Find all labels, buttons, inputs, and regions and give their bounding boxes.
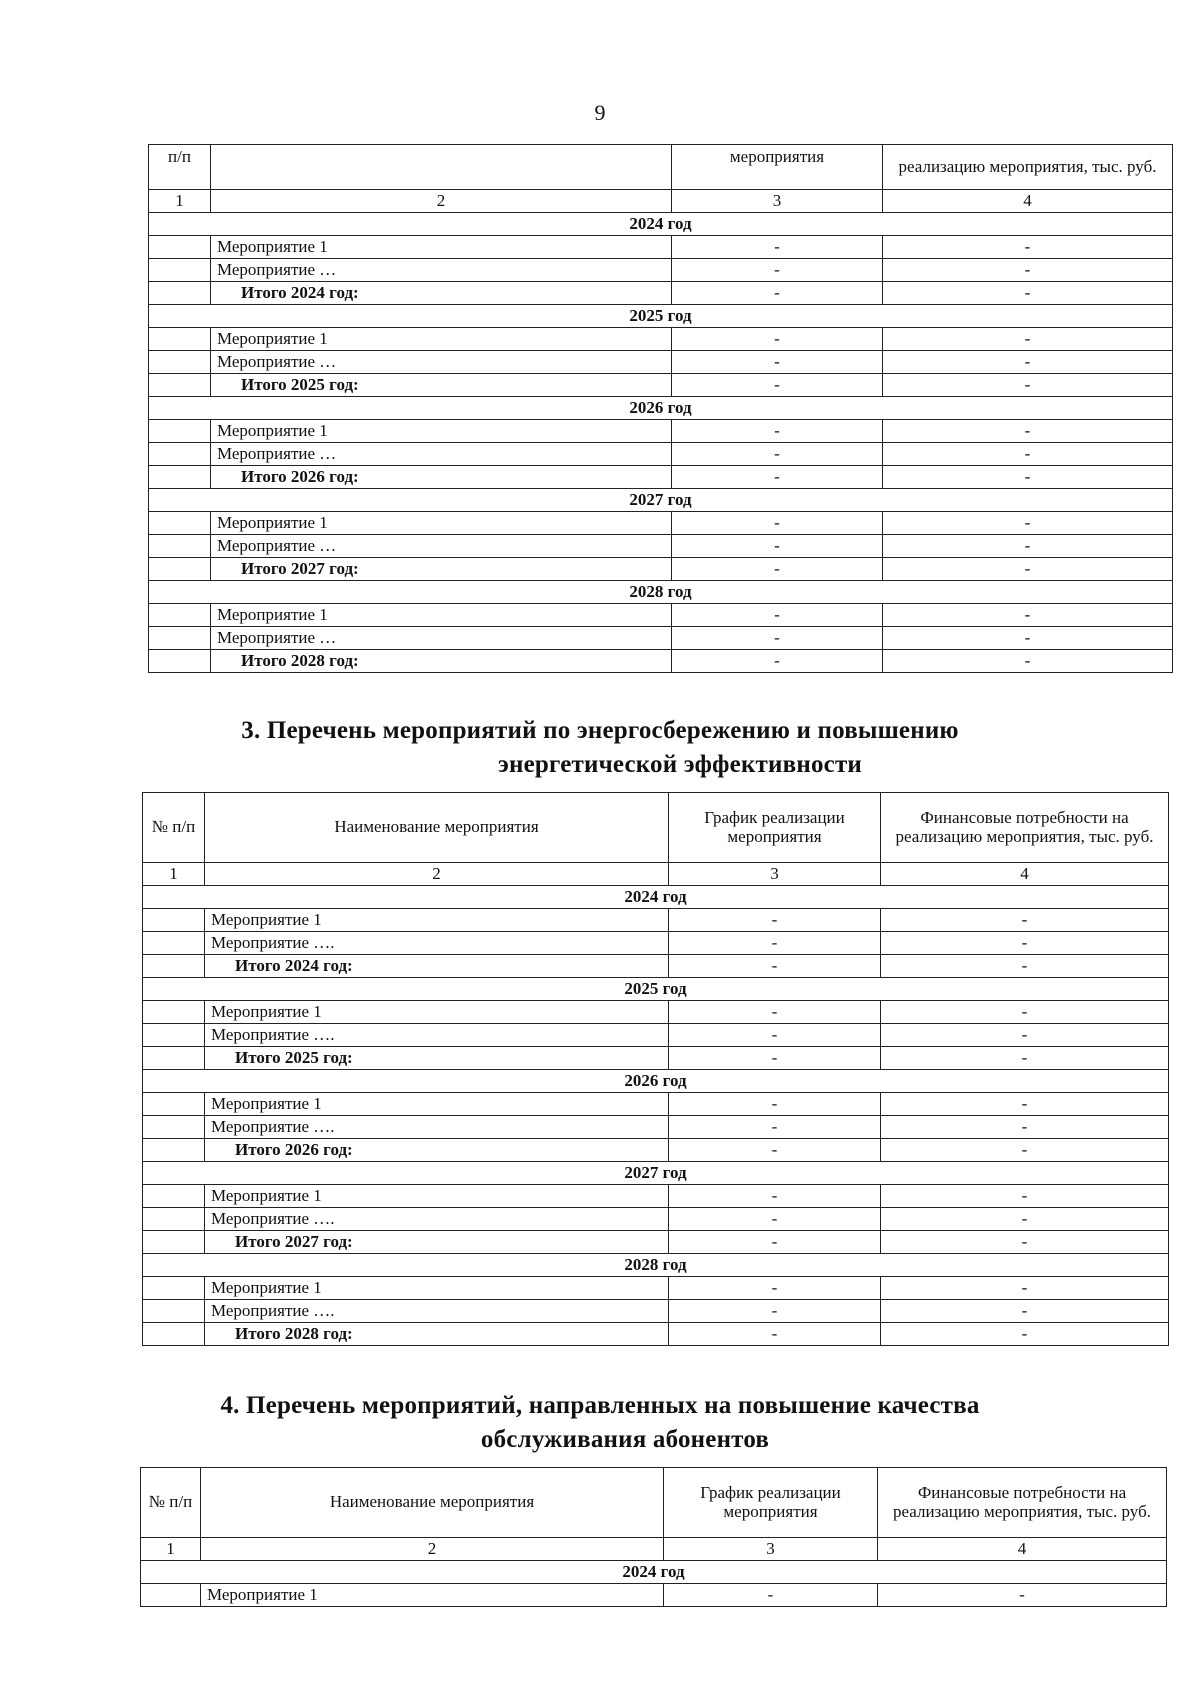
year-label: 2024 год bbox=[141, 1561, 1167, 1584]
event-schedule: - bbox=[669, 1208, 881, 1231]
table-row bbox=[143, 1001, 1169, 1024]
total-label: Итого 2026 год: bbox=[211, 466, 672, 489]
total-schedule: - bbox=[669, 1231, 881, 1254]
column-numbers-row bbox=[149, 190, 1173, 213]
event-name: Мероприятие 1 bbox=[205, 1093, 669, 1116]
table-row bbox=[143, 1116, 1169, 1139]
row-number bbox=[143, 909, 205, 932]
year-label: 2025 год bbox=[143, 978, 1169, 1001]
table-row bbox=[149, 512, 1173, 535]
event-name: Мероприятие … bbox=[211, 443, 672, 466]
event-schedule: - bbox=[672, 512, 883, 535]
total-finance: - bbox=[881, 1139, 1169, 1162]
header-finance: Финансовые потребности на реализацию мероприятия, тыс. руб. bbox=[878, 1468, 1167, 1538]
column-number: 2 bbox=[201, 1538, 664, 1561]
event-name: Мероприятие …. bbox=[205, 1024, 669, 1047]
row-number bbox=[149, 627, 211, 650]
year-row bbox=[143, 1162, 1169, 1185]
row-number bbox=[149, 328, 211, 351]
event-finance: - bbox=[883, 420, 1173, 443]
year-label: 2026 год bbox=[149, 397, 1173, 420]
year-row bbox=[143, 1254, 1169, 1277]
event-schedule: - bbox=[672, 236, 883, 259]
year-label: 2028 год bbox=[143, 1254, 1169, 1277]
year-row bbox=[149, 397, 1173, 420]
table-header-row bbox=[141, 1468, 1167, 1538]
row-number bbox=[143, 1208, 205, 1231]
column-number: 4 bbox=[883, 190, 1173, 213]
total-finance: - bbox=[883, 650, 1173, 673]
event-schedule: - bbox=[664, 1584, 878, 1607]
event-schedule: - bbox=[672, 535, 883, 558]
section-4-title-line1: 4. Перечень мероприятий, направленных на повышение качества bbox=[220, 1392, 980, 1419]
event-schedule: - bbox=[669, 1093, 881, 1116]
energy-saving-events-table bbox=[142, 792, 1169, 1346]
column-number: 1 bbox=[141, 1538, 201, 1561]
event-name: Мероприятие … bbox=[211, 259, 672, 282]
row-number bbox=[149, 535, 211, 558]
header-finance: Финансовые потребности на реализацию мероприятия, тыс. руб. bbox=[881, 793, 1169, 863]
event-schedule: - bbox=[672, 328, 883, 351]
year-row bbox=[141, 1561, 1167, 1584]
event-schedule: - bbox=[669, 1024, 881, 1047]
event-name: Мероприятие …. bbox=[205, 932, 669, 955]
header-schedule: График реализации мероприятия bbox=[664, 1468, 878, 1538]
total-finance: - bbox=[883, 558, 1173, 581]
total-label: Итого 2027 год: bbox=[205, 1231, 669, 1254]
total-row bbox=[143, 955, 1169, 978]
event-schedule: - bbox=[672, 604, 883, 627]
row-number bbox=[143, 955, 205, 978]
total-row bbox=[143, 1231, 1169, 1254]
total-schedule: - bbox=[672, 282, 883, 305]
column-number: 4 bbox=[878, 1538, 1167, 1561]
year-label: 2028 год bbox=[149, 581, 1173, 604]
header-number: п/п bbox=[149, 145, 211, 190]
year-label: 2025 год bbox=[149, 305, 1173, 328]
table-row bbox=[143, 1208, 1169, 1231]
year-row bbox=[149, 581, 1173, 604]
event-finance: - bbox=[881, 1300, 1169, 1323]
event-finance: - bbox=[878, 1584, 1167, 1607]
event-name: Мероприятие 1 bbox=[211, 512, 672, 535]
event-name: Мероприятие 1 bbox=[205, 1001, 669, 1024]
row-number bbox=[143, 1093, 205, 1116]
event-finance: - bbox=[881, 1093, 1169, 1116]
event-schedule: - bbox=[672, 351, 883, 374]
total-finance: - bbox=[881, 1047, 1169, 1070]
event-name: Мероприятие 1 bbox=[205, 1185, 669, 1208]
table-row bbox=[143, 1300, 1169, 1323]
event-schedule: - bbox=[672, 259, 883, 282]
event-schedule: - bbox=[669, 1001, 881, 1024]
event-finance: - bbox=[881, 1001, 1169, 1024]
year-label: 2024 год bbox=[149, 213, 1173, 236]
header-name: Наименование мероприятия bbox=[201, 1468, 664, 1538]
total-label: Итого 2025 год: bbox=[211, 374, 672, 397]
row-number bbox=[143, 1001, 205, 1024]
row-number bbox=[143, 932, 205, 955]
event-finance: - bbox=[881, 1185, 1169, 1208]
total-row bbox=[149, 374, 1173, 397]
event-name: Мероприятие 1 bbox=[205, 1277, 669, 1300]
event-finance: - bbox=[881, 1277, 1169, 1300]
row-number bbox=[143, 1277, 205, 1300]
table-row bbox=[143, 1277, 1169, 1300]
header-number: № п/п bbox=[141, 1468, 201, 1538]
year-row bbox=[143, 886, 1169, 909]
total-schedule: - bbox=[669, 1047, 881, 1070]
total-label: Итого 2028 год: bbox=[211, 650, 672, 673]
total-label: Итого 2024 год: bbox=[211, 282, 672, 305]
total-schedule: - bbox=[672, 374, 883, 397]
event-finance: - bbox=[881, 1116, 1169, 1139]
total-schedule: - bbox=[672, 650, 883, 673]
total-row bbox=[149, 282, 1173, 305]
table-row bbox=[143, 909, 1169, 932]
year-label: 2026 год bbox=[143, 1070, 1169, 1093]
table-row bbox=[143, 932, 1169, 955]
event-schedule: - bbox=[669, 932, 881, 955]
table-row bbox=[141, 1584, 1167, 1607]
table-row bbox=[143, 1024, 1169, 1047]
header-number: № п/п bbox=[143, 793, 205, 863]
total-row bbox=[149, 650, 1173, 673]
row-number bbox=[143, 1323, 205, 1346]
header-schedule: мероприятия bbox=[672, 145, 883, 190]
total-row bbox=[143, 1047, 1169, 1070]
year-row bbox=[149, 489, 1173, 512]
total-schedule: - bbox=[669, 1139, 881, 1162]
table-row bbox=[149, 604, 1173, 627]
event-finance: - bbox=[881, 932, 1169, 955]
total-finance: - bbox=[883, 282, 1173, 305]
table-row bbox=[149, 351, 1173, 374]
total-schedule: - bbox=[669, 955, 881, 978]
year-label: 2024 год bbox=[143, 886, 1169, 909]
event-finance: - bbox=[883, 535, 1173, 558]
event-schedule: - bbox=[669, 1300, 881, 1323]
event-finance: - bbox=[883, 236, 1173, 259]
row-number bbox=[149, 466, 211, 489]
total-label: Итого 2028 год: bbox=[205, 1323, 669, 1346]
event-name: Мероприятие …. bbox=[205, 1208, 669, 1231]
event-name: Мероприятие … bbox=[211, 351, 672, 374]
column-number: 1 bbox=[149, 190, 211, 213]
row-number bbox=[143, 1139, 205, 1162]
year-row bbox=[149, 213, 1173, 236]
table-row bbox=[149, 236, 1173, 259]
total-row bbox=[143, 1139, 1169, 1162]
total-finance: - bbox=[881, 1323, 1169, 1346]
header-schedule: График реализации мероприятия bbox=[669, 793, 881, 863]
total-schedule: - bbox=[672, 466, 883, 489]
total-finance: - bbox=[881, 1231, 1169, 1254]
table-header-row bbox=[143, 793, 1169, 863]
event-finance: - bbox=[883, 259, 1173, 282]
year-row bbox=[143, 978, 1169, 1001]
table-row bbox=[149, 443, 1173, 466]
row-number bbox=[149, 512, 211, 535]
total-row bbox=[149, 558, 1173, 581]
year-label: 2027 год bbox=[149, 489, 1173, 512]
event-finance: - bbox=[881, 1024, 1169, 1047]
event-name: Мероприятие 1 bbox=[205, 909, 669, 932]
section-4-title-line2: обслуживания абонентов bbox=[480, 1426, 770, 1453]
row-number bbox=[143, 1024, 205, 1047]
row-number bbox=[149, 558, 211, 581]
column-number: 3 bbox=[664, 1538, 878, 1561]
total-finance: - bbox=[881, 955, 1169, 978]
table-row bbox=[149, 259, 1173, 282]
section-3-title-line2: энергетической эффективности bbox=[497, 751, 863, 778]
row-number bbox=[143, 1116, 205, 1139]
event-name: Мероприятие 1 bbox=[211, 420, 672, 443]
total-row bbox=[143, 1323, 1169, 1346]
event-finance: - bbox=[883, 351, 1173, 374]
year-row bbox=[149, 305, 1173, 328]
total-row bbox=[149, 466, 1173, 489]
column-number: 2 bbox=[205, 863, 669, 886]
table-row bbox=[149, 328, 1173, 351]
row-number bbox=[149, 443, 211, 466]
service-quality-events-table bbox=[140, 1467, 1167, 1607]
row-number bbox=[149, 351, 211, 374]
table-row bbox=[149, 420, 1173, 443]
total-label: Итого 2027 год: bbox=[211, 558, 672, 581]
event-name: Мероприятие …. bbox=[205, 1300, 669, 1323]
year-label: 2027 год bbox=[143, 1162, 1169, 1185]
section-4-heading bbox=[0, 1389, 1200, 1457]
table-row bbox=[143, 1185, 1169, 1208]
row-number bbox=[143, 1300, 205, 1323]
column-number: 1 bbox=[143, 863, 205, 886]
row-number bbox=[149, 282, 211, 305]
event-name: Мероприятие 1 bbox=[211, 604, 672, 627]
row-number bbox=[149, 650, 211, 673]
event-finance: - bbox=[883, 604, 1173, 627]
events-table-continued bbox=[148, 144, 1173, 673]
column-numbers-row bbox=[141, 1538, 1167, 1561]
total-schedule: - bbox=[669, 1323, 881, 1346]
row-number bbox=[149, 604, 211, 627]
row-number bbox=[149, 420, 211, 443]
event-name: Мероприятие …. bbox=[205, 1116, 669, 1139]
event-schedule: - bbox=[669, 909, 881, 932]
event-name: Мероприятие … bbox=[211, 627, 672, 650]
page-number: 9 bbox=[594, 100, 606, 125]
total-schedule: - bbox=[672, 558, 883, 581]
event-schedule: - bbox=[669, 1116, 881, 1139]
column-number: 3 bbox=[669, 863, 881, 886]
header-name bbox=[211, 145, 672, 190]
event-name: Мероприятие 1 bbox=[211, 328, 672, 351]
total-finance: - bbox=[883, 466, 1173, 489]
event-schedule: - bbox=[669, 1277, 881, 1300]
event-finance: - bbox=[881, 909, 1169, 932]
event-schedule: - bbox=[672, 627, 883, 650]
event-name: Мероприятие 1 bbox=[211, 236, 672, 259]
total-label: Итого 2025 год: bbox=[205, 1047, 669, 1070]
table-row bbox=[149, 535, 1173, 558]
row-number bbox=[141, 1584, 201, 1607]
row-number bbox=[143, 1047, 205, 1070]
event-name: Мероприятие … bbox=[211, 535, 672, 558]
event-name: Мероприятие 1 bbox=[201, 1584, 664, 1607]
table-header-row bbox=[149, 145, 1173, 190]
section-3-title-line1: 3. Перечень мероприятий по энергосбережению и повышению bbox=[241, 717, 959, 744]
event-finance: - bbox=[883, 512, 1173, 535]
column-numbers-row bbox=[143, 863, 1169, 886]
row-number bbox=[149, 259, 211, 282]
header-finance: реализацию мероприятия, тыс. руб. bbox=[883, 145, 1173, 190]
event-finance: - bbox=[881, 1208, 1169, 1231]
total-label: Итого 2026 год: bbox=[205, 1139, 669, 1162]
event-finance: - bbox=[883, 627, 1173, 650]
row-number bbox=[149, 236, 211, 259]
section-3-heading bbox=[0, 714, 1200, 782]
event-schedule: - bbox=[669, 1185, 881, 1208]
event-finance: - bbox=[883, 443, 1173, 466]
total-label: Итого 2024 год: bbox=[205, 955, 669, 978]
event-schedule: - bbox=[672, 443, 883, 466]
column-number: 2 bbox=[211, 190, 672, 213]
year-row bbox=[143, 1070, 1169, 1093]
column-number: 3 bbox=[672, 190, 883, 213]
event-finance: - bbox=[883, 328, 1173, 351]
table-row bbox=[149, 627, 1173, 650]
row-number bbox=[143, 1231, 205, 1254]
header-name: Наименование мероприятия bbox=[205, 793, 669, 863]
column-number: 4 bbox=[881, 863, 1169, 886]
table-row bbox=[143, 1093, 1169, 1116]
row-number bbox=[149, 374, 211, 397]
event-schedule: - bbox=[672, 420, 883, 443]
total-finance: - bbox=[883, 374, 1173, 397]
row-number bbox=[143, 1185, 205, 1208]
